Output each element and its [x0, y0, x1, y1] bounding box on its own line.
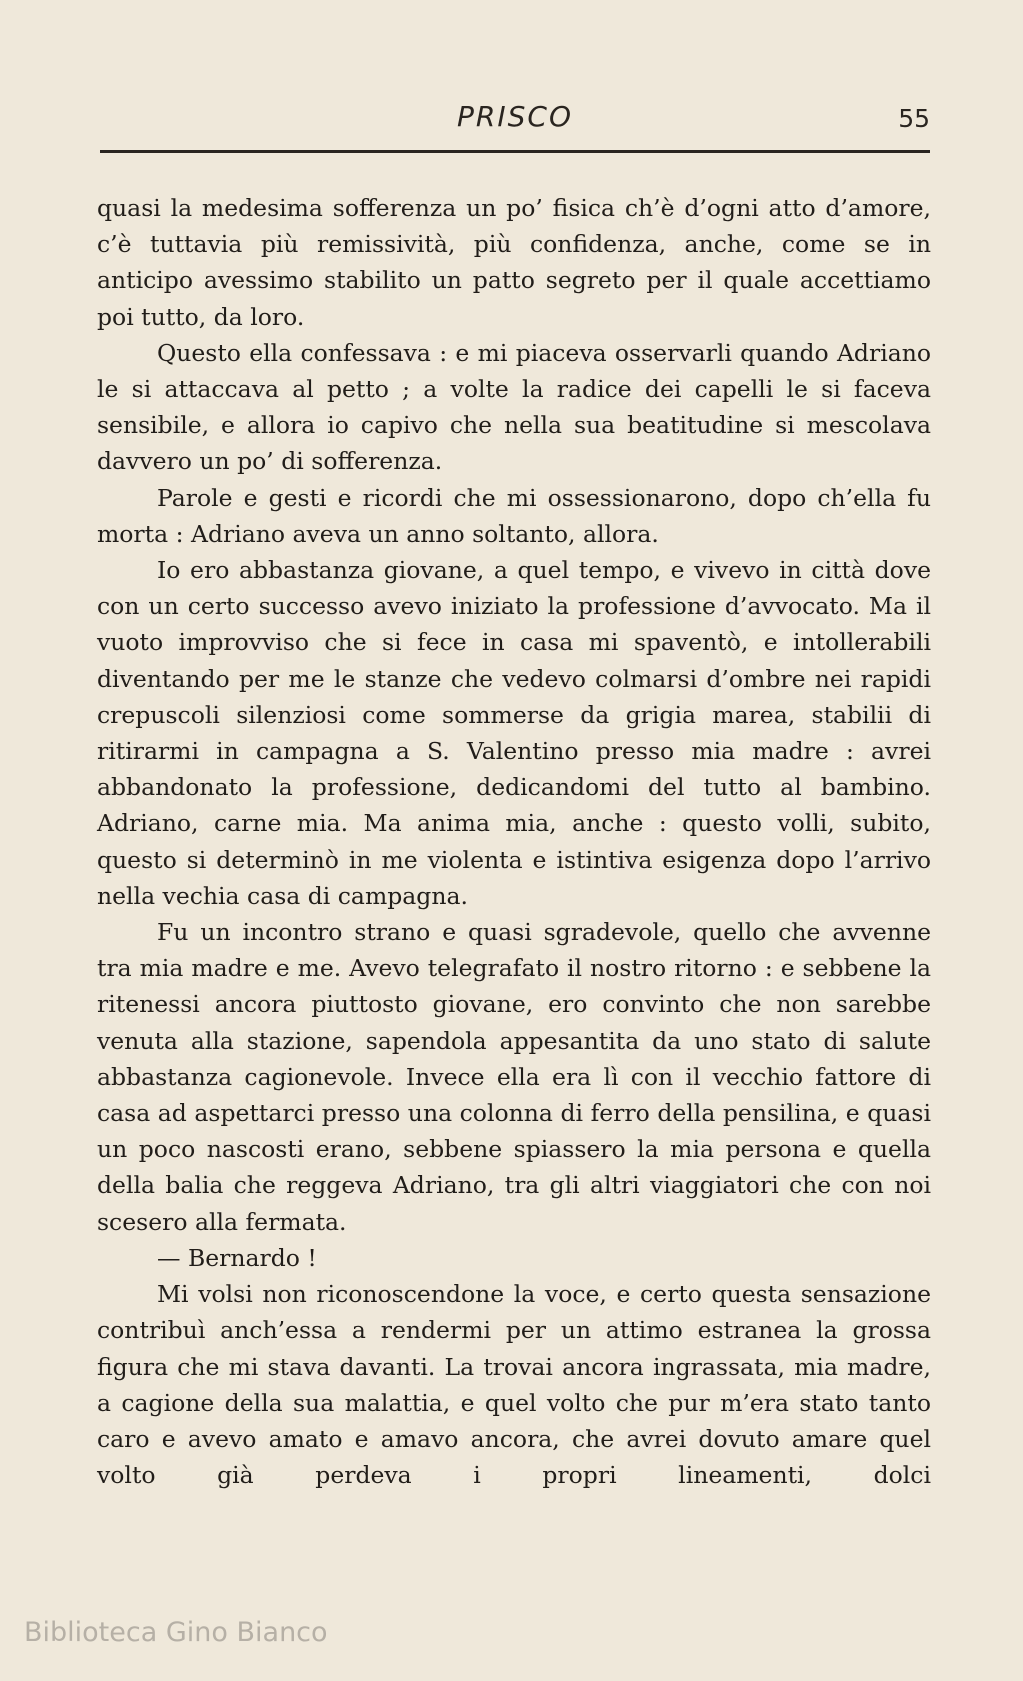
- header-rule: [100, 150, 930, 153]
- paragraph: Mi volsi non riconoscendone la voce, e certo questa sensazione contribuì anch’essa a rendermi per un attimo estranea la grossa figura che mi stava davanti. La trovai ancora ingrassata, mia madre, a cagione della sua malattia, e quel volto che pur m’era stato tanto caro e avevo amato e amavo ancora, che avrei dovuto amare quel volto già perdeva i propri lineamenti, dolci: [97, 1280, 931, 1490]
- paragraph: Parole e gesti e ricordi che mi ossessionarono, dopo ch’ella fu morta : Adriano aveva un anno soltanto, allora.: [97, 483, 931, 548]
- paragraph: Fu un incontro strano e quasi sgradevole, quello che avvenne tra mia madre e me. Avevo telegrafato il nostro ritorno : e sebbene la ritenessi ancora piuttosto giovane, ero convinto che non sarebbe venuta alla stazione, sapendola appesantita da uno stato di salute abbastanza cagionevole. Invece ella era lì con il vecchio fattore di casa ad aspettarci presso una colonna di ferro della pensilina, e quasi un poco nascosti erano, sebbene spiassero la mia persona e quella della balia che reggeva Adriano, tra gli altri viaggiatori che con noi scesero alla fermata.: [97, 918, 931, 1236]
- body-text: [97, 190, 931, 1493]
- library-watermark: Biblioteca Gino Bianco: [24, 1617, 328, 1648]
- paragraph: Io ero abbastanza giovane, a quel tempo, e vivevo in città dove con un certo successo avevo iniziato la professione d’avvocato. Ma il vuoto improvviso che si fece in casa mi spaventò, e intollerabili diventando per me le stanze che vedevo colmarsi d’ombre nei rapidi crepuscoli silenziosi come sommerse da grigia marea, stabilii di ritirarmi in campagna a S. Valentino presso mia madre : avrei abbandonato la professione, dedicandomi del tutto al bambino. Adriano, carne mia. Ma anima mia, anche : questo volli, subito, questo si determinò in me violenta e istintiva esigenza dopo l’arrivo nella vechia casa di campagna.: [97, 556, 931, 910]
- paragraph: Questo ella confessava : e mi piaceva osservarli quando Adriano le si attaccava al petto ; a volte la radice dei capelli le si faceva sensibile, e allora io capivo che nella sua beatitudine si mescolava davvero un po’ di sofferenza.: [97, 338, 931, 476]
- running-title: PRISCO: [457, 100, 573, 133]
- page-number: 55: [898, 104, 930, 133]
- page-header: [100, 96, 930, 138]
- dialogue-line: — Bernardo !: [157, 1243, 317, 1272]
- paragraph: quasi la medesima sofferenza un po’ fisica ch’è d’ogni atto d’amore, c’è tuttavia più remissività, più confidenza, anche, come se in anticipo avessimo stabilito un patto segreto per il quale accettiamo poi tutto, da loro.: [97, 194, 931, 331]
